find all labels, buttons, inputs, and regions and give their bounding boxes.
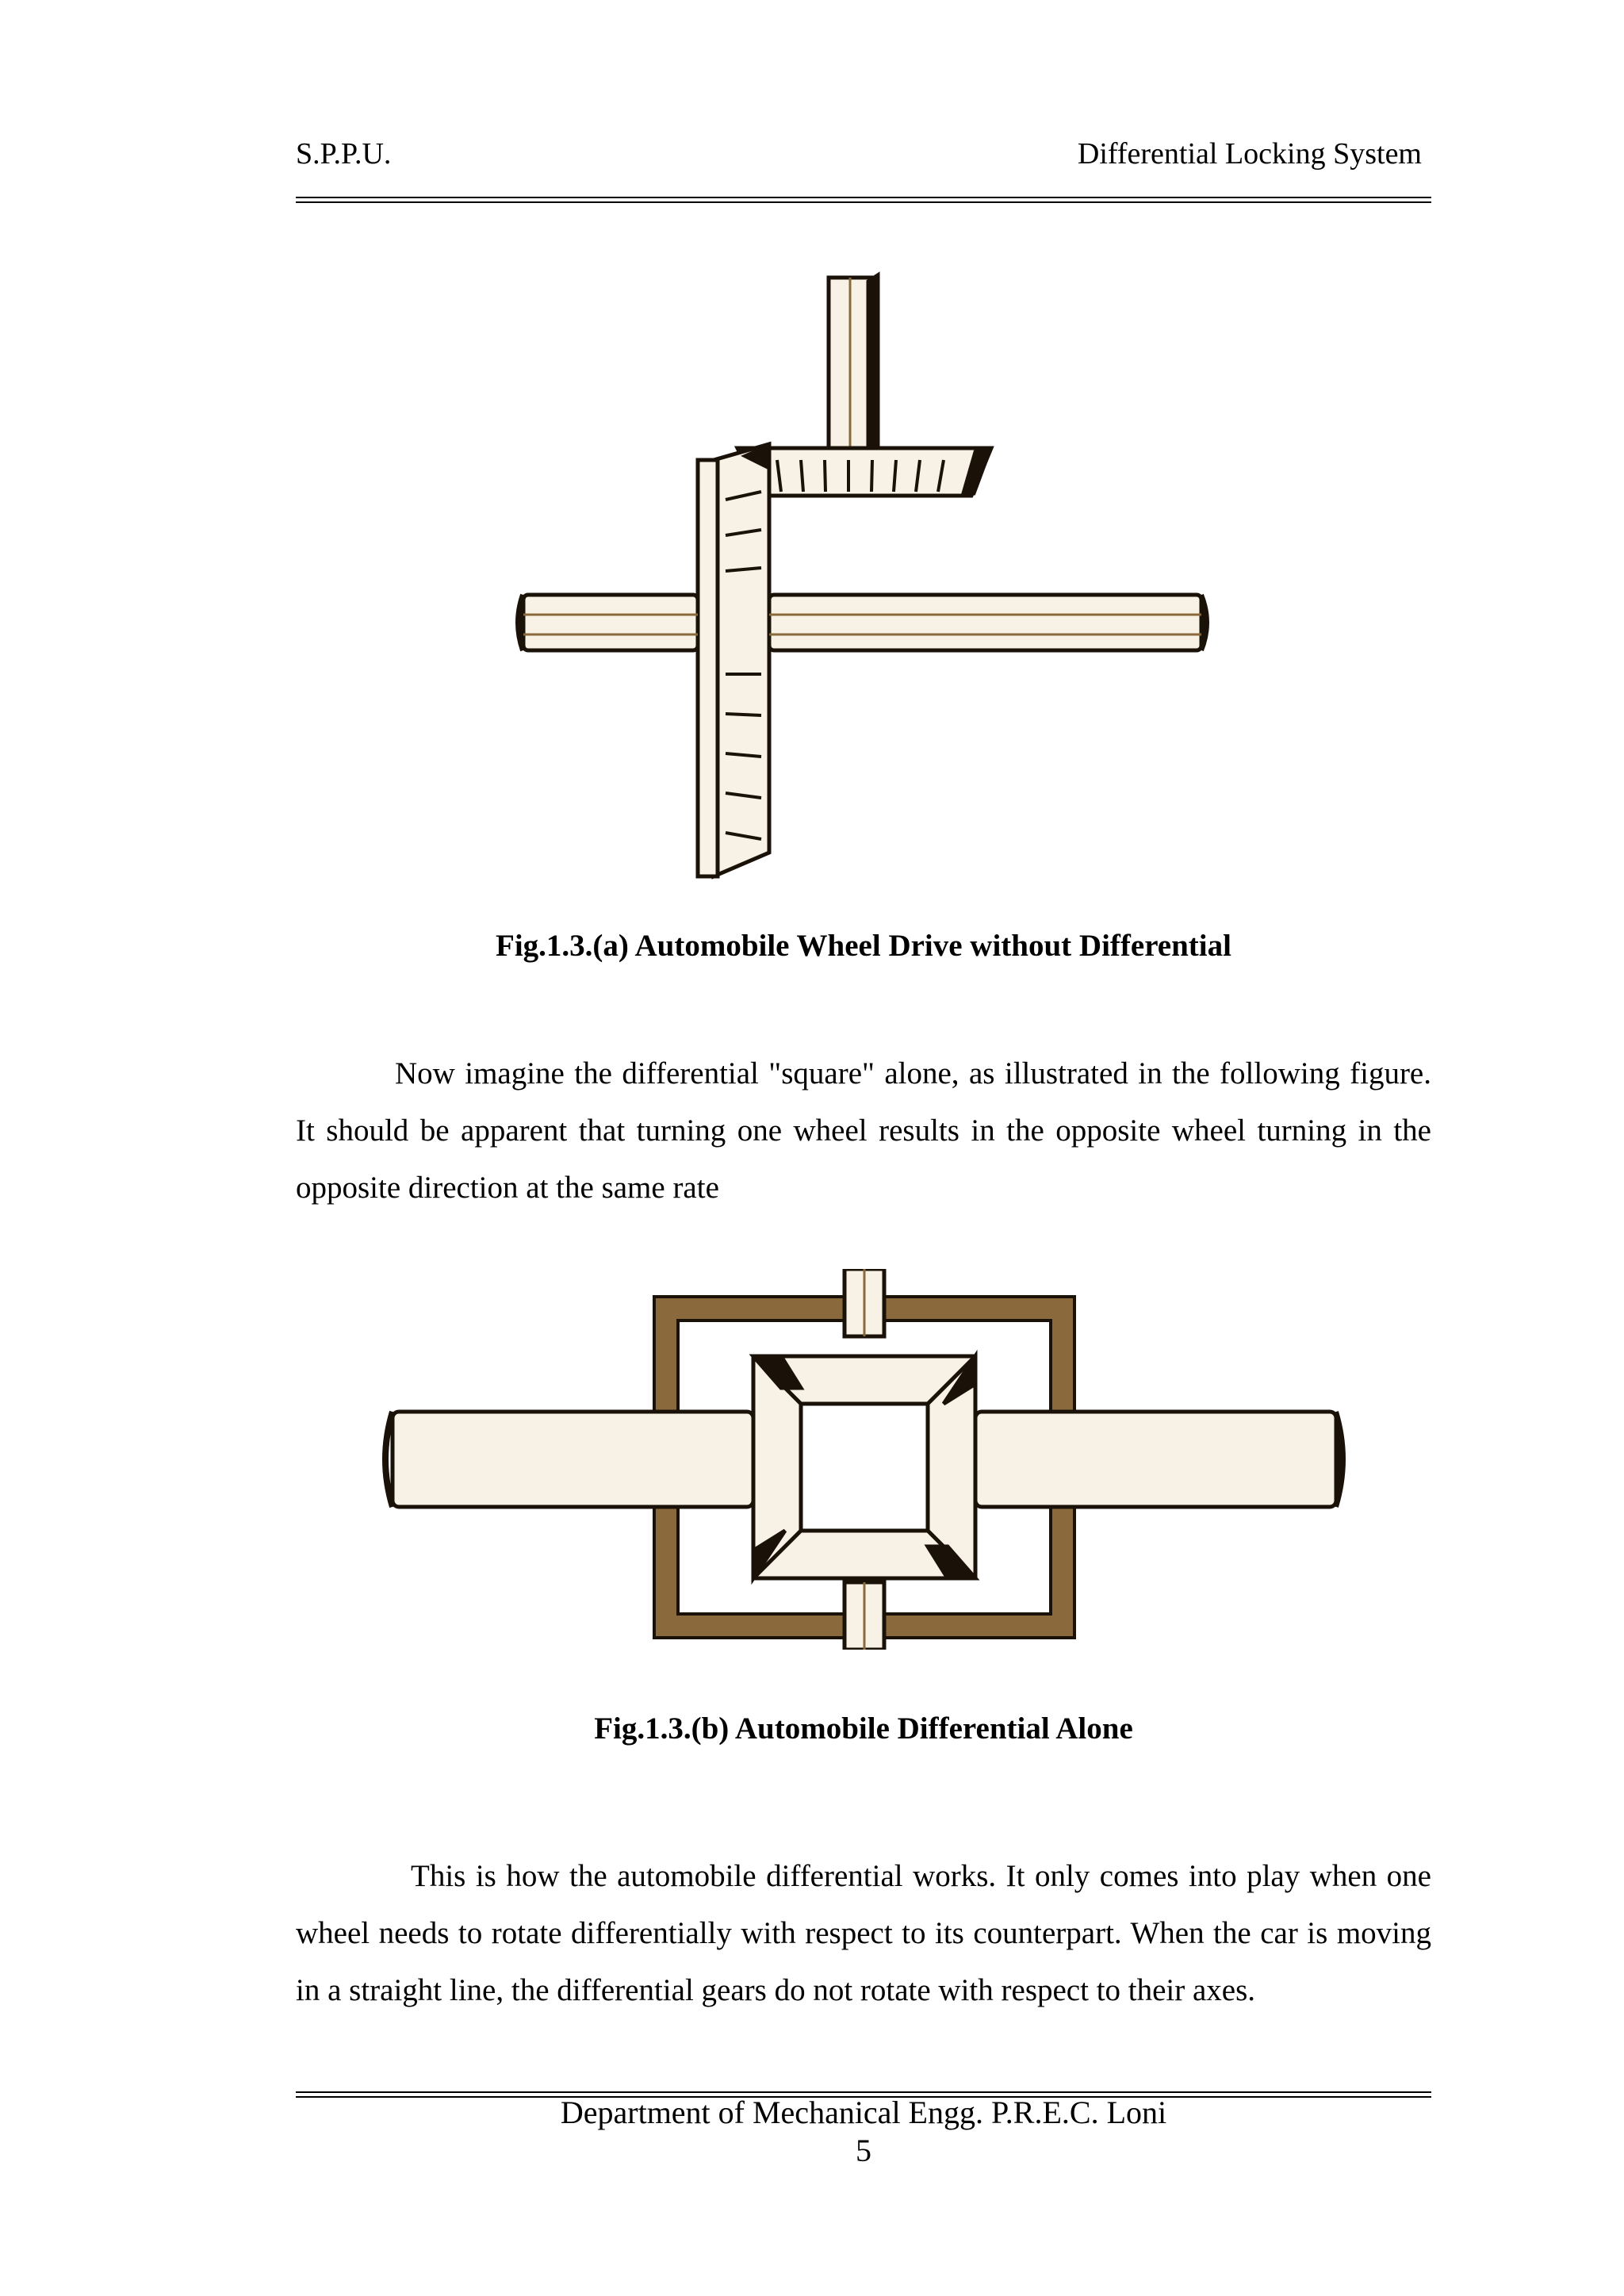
page-number: 5: [856, 2133, 871, 2168]
ring-gear: [698, 444, 769, 876]
body-paragraph-2: This is how the automobile differential works. It only comes into play when one wheel needs to rotate differentially with respect to its counterpart. When the car is moving in a straight line, the differential gears do not rotate with respect to their axes.: [296, 1859, 1431, 2007]
footer-department: Department of Mechanical Engg. P.R.E.C. Loni: [560, 2095, 1167, 2130]
drive-shaft-vertical: [829, 275, 878, 450]
body-paragraph-1: Now imagine the differential "square" alone, as illustrated in the following figure. It should be apparent that turning one wheel results in the opposite wheel turning in the opposite direction at the same rate: [296, 1056, 1431, 1205]
figure-differential-alone: [381, 1269, 1380, 1650]
spider-gear-top: [845, 1269, 884, 1336]
header-rule: [296, 197, 1431, 203]
axle-left: [519, 595, 698, 650]
figure-b-caption: Fig.1.3.(b) Automobile Differential Alone: [594, 1711, 1133, 1746]
spider-gear-bottom: [845, 1582, 884, 1650]
axle-right-b: [975, 1412, 1343, 1507]
figure-wheel-drive-without-differential: [508, 262, 1221, 896]
side-gear-assembly: [753, 1356, 975, 1578]
header-institution: S.P.P.U.: [296, 137, 392, 171]
axle-right: [769, 595, 1207, 650]
header-title: Differential Locking System: [1077, 137, 1422, 171]
pinion-gear: [737, 448, 991, 496]
axle-left-b: [385, 1412, 753, 1507]
figure-a-caption: Fig.1.3.(a) Automobile Wheel Drive without Differential: [496, 929, 1231, 963]
